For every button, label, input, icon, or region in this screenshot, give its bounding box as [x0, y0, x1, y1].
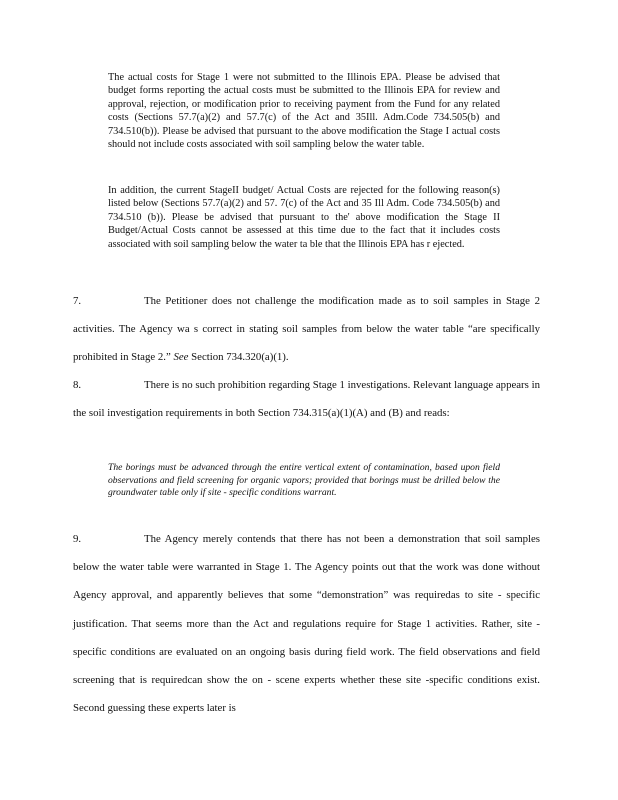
- paragraph-number: 8.: [73, 379, 82, 391]
- paragraph-text: The Agency merely contends that there has not been a demonstration that soil samples below the water table were warranted in Stage 1. The Agency points out that the work was done without Agency approval, and apparently believes that some “demonstration” was requiredas to site - specific justification. That seems more than the Act and regulations require for Stage 1 activities. Rather, site -specific conditions are evaluated on an ongoing basis during field work. The field observations and field screening that is requiredcan show the on - scene experts whether these site -specific conditions exist. Second guessing these experts later is: [73, 533, 540, 715]
- paragraph-number: 9.: [73, 533, 82, 545]
- citation-text: Section 734.320(a)(1).: [191, 351, 289, 364]
- regulation-block-quote: The borings must be advanced through the entire vertical extent of contamination, based upon field observations and field screening for organic vapors; provided that borings must be drilled below the groundwater table only if site - specific conditions warrant.: [108, 462, 500, 499]
- paragraph-text: There is no such prohibition regarding Stage 1 investigations. Relevant language appears in the soil investigation requirements in both Section 734.315(a)(1)(A) and (B) and reads:: [73, 379, 540, 420]
- paragraph-9: [73, 525, 540, 722]
- paragraph-8: [73, 371, 540, 427]
- paragraph-text: The Petitioner does not challenge the modification made as to soil samples in Stage 2 activities. The Agency wa s correct in stating soil samples from below the water table “are specifically prohibited in Stage 2.”: [73, 295, 540, 364]
- paragraph-7: [73, 287, 540, 372]
- citation-signal: See: [173, 351, 189, 364]
- quoted-letter-paragraph-1: The actual costs for Stage 1 were not submitted to the Illinois EPA. Please be advised that budget forms reporting the actual costs must be submitted to the Illinois EPA for review and approval, rejection, or modification prior to receiving payment from the Fund for any related costs (Sections 57.7(a)(2) and 57.7(c) of the Act and 35Ill. Adm.Code 734.505(b) and 734.510(b)). Please be advised that pursuant to the above modification the Stage I actual costs should not include costs associated with soil sampling below the water table.: [108, 72, 500, 151]
- quoted-letter-paragraph-2: In addition, the current StageII budget/ Actual Costs are rejected for the following reason(s) listed below (Sections 57.7(a)(2) and 57. 7(c) of the Act and 35 Ill Adm. Code 734.505(b) and 734.510 (b)). Please be advised that pursuant to the' above modification the Stage II Budget/Actual Costs cannot be assessed at this time due to the fact that it includes costs associated with soil sampling below the water ta ble that the Illinois EPA has r ejected.: [108, 185, 500, 250]
- paragraph-number: 7.: [73, 295, 82, 307]
